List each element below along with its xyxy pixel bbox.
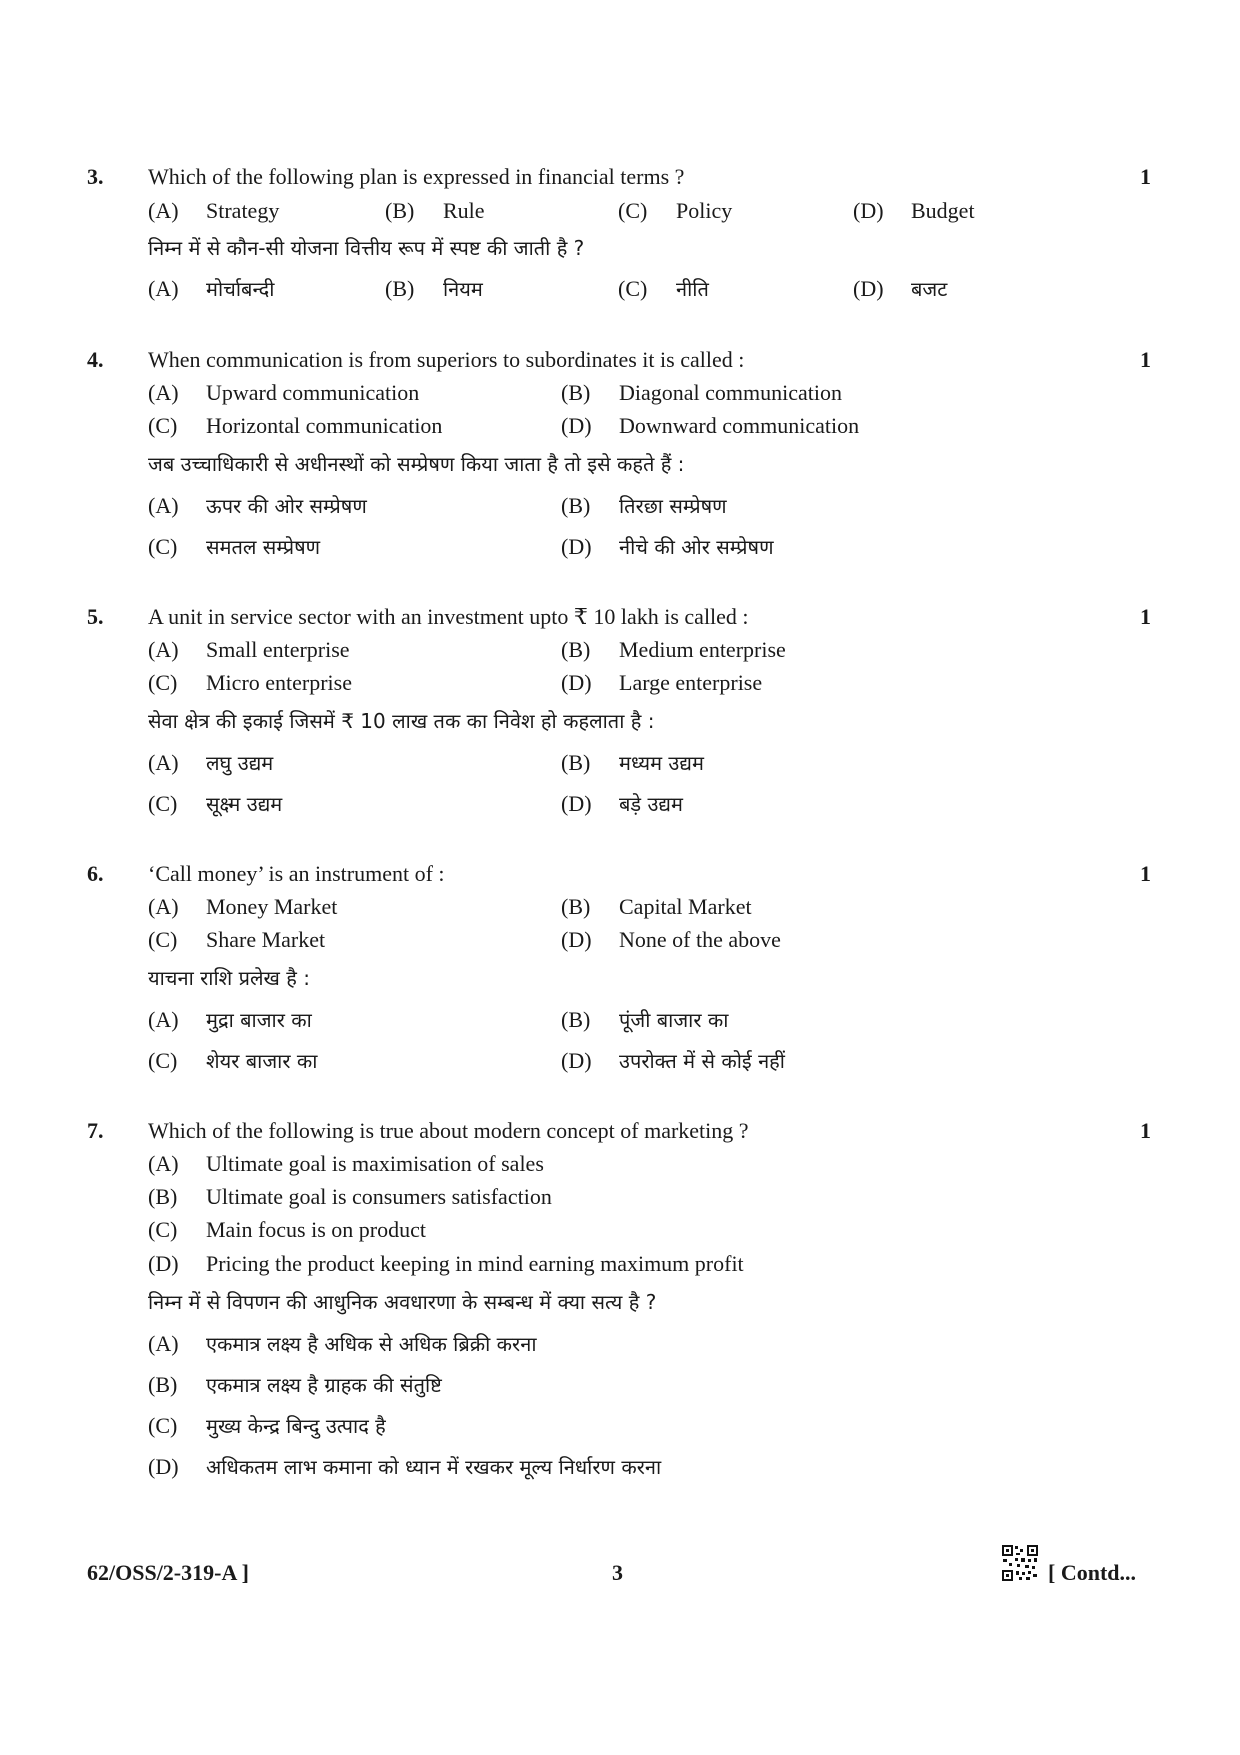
option-d <box>561 413 859 439</box>
option-label: (C) <box>148 1217 178 1242</box>
option-text: Budget <box>911 198 975 223</box>
option-b-hindi <box>385 275 483 302</box>
option-label: (B) <box>385 276 415 301</box>
option-label: (D) <box>853 198 884 223</box>
option-a-hindi <box>148 1006 312 1033</box>
option-label: (B) <box>561 894 591 919</box>
option-c-hindi <box>148 790 282 817</box>
option-d-hindi <box>853 275 947 302</box>
option-c <box>148 927 325 953</box>
option-d <box>148 1251 744 1277</box>
option-b-hindi <box>561 492 727 519</box>
option-label: (A) <box>148 198 179 223</box>
question-text: ‘Call money’ is an instrument of : <box>148 861 445 886</box>
option-c <box>148 1217 426 1243</box>
option-a <box>148 894 337 920</box>
question-text: A unit in service sector with an investment upto ₹ 10 lakh is called : <box>148 604 749 629</box>
option-text: Large enterprise <box>619 670 763 695</box>
option-c-hindi <box>148 1412 386 1439</box>
option-d <box>561 927 781 953</box>
option-label: (A) <box>148 894 179 919</box>
option-label: (D) <box>561 791 592 816</box>
option-label: (B) <box>148 1372 178 1397</box>
option-text: मध्यम उद्यम <box>619 751 704 775</box>
option-text: मुद्रा बाजार का <box>206 1008 312 1032</box>
option-c <box>148 413 442 439</box>
option-text: Ultimate goal is consumers satisfaction <box>206 1184 552 1209</box>
option-d-hindi <box>561 790 683 817</box>
question-marks: 1 <box>1140 604 1151 629</box>
question-text-hindi: सेवा क्षेत्र की इकाई जिसमें ₹ 10 लाख तक का निवेश हो कहलाता है : <box>148 709 655 733</box>
option-c-hindi <box>618 275 709 302</box>
option-a <box>148 198 279 224</box>
option-c-hindi <box>148 533 320 560</box>
option-text: ऊपर की ओर सम्प्रेषण <box>206 494 367 518</box>
option-label: (C) <box>148 1048 178 1073</box>
question-text: Which of the following plan is expressed in financial terms ? <box>148 164 685 189</box>
option-a-hindi <box>148 275 274 302</box>
question-marks: 1 <box>1140 347 1151 372</box>
option-b-hindi <box>148 1371 442 1398</box>
page-number: 3 <box>612 1560 623 1585</box>
option-d <box>561 670 762 696</box>
option-text: लघु उद्यम <box>206 751 274 775</box>
continued-label: [ Contd... <box>1048 1560 1137 1585</box>
question-text: Which of the following is true about modern concept of marketing ? <box>148 1118 749 1143</box>
option-text: नीति <box>676 277 709 301</box>
option-label: (A) <box>148 1331 179 1356</box>
option-text: बजट <box>911 277 948 301</box>
option-a-hindi <box>148 749 273 776</box>
option-b <box>148 1184 552 1210</box>
option-a-hindi <box>148 492 367 519</box>
option-text: तिरछा सम्प्रेषण <box>619 494 727 518</box>
option-d-hindi <box>148 1453 661 1480</box>
option-label: (D) <box>148 1251 179 1276</box>
option-label: (A) <box>148 750 179 775</box>
option-d <box>853 198 975 224</box>
option-label: (C) <box>148 927 178 952</box>
option-text: मोर्चाबन्दी <box>206 277 275 301</box>
option-text: पूंजी बाजार का <box>619 1008 729 1032</box>
option-label: (C) <box>148 1413 178 1438</box>
option-text: अधिकतम लाभ कमाना को ध्यान में रखकर मूल्य निर्धारण करना <box>206 1455 662 1479</box>
option-b <box>561 894 752 920</box>
option-text: नीचे की ओर सम्प्रेषण <box>619 535 774 559</box>
option-a-hindi <box>148 1330 537 1357</box>
option-text: Main focus is on product <box>206 1217 426 1242</box>
option-label: (C) <box>148 413 178 438</box>
option-c <box>618 198 732 224</box>
option-label: (D) <box>853 276 884 301</box>
option-text: Policy <box>676 198 733 223</box>
option-label: (B) <box>561 750 591 775</box>
option-label: (A) <box>148 380 179 405</box>
option-text: None of the above <box>619 927 781 952</box>
option-text: नियम <box>443 277 483 301</box>
option-text: एकमात्र लक्ष्य है अधिक से अधिक ब्रिक्री करना <box>206 1332 537 1356</box>
option-label: (A) <box>148 276 179 301</box>
option-text: मुख्य केन्द्र बिन्दु उत्पाद है <box>206 1414 386 1438</box>
option-label: (C) <box>148 534 178 559</box>
option-text: सूक्ष्म उद्यम <box>206 792 283 816</box>
option-text: उपरोक्त में से कोई नहीं <box>619 1049 785 1073</box>
option-text: Medium enterprise <box>619 637 786 662</box>
option-label: (C) <box>148 791 178 816</box>
option-text: Micro enterprise <box>206 670 352 695</box>
option-label: (B) <box>385 198 415 223</box>
question-number: 7. <box>87 1118 104 1143</box>
option-label: (B) <box>561 637 591 662</box>
option-b <box>561 380 842 406</box>
option-label: (C) <box>148 670 178 695</box>
option-label: (A) <box>148 637 179 662</box>
option-d-hindi <box>561 533 774 560</box>
option-label: (D) <box>561 1048 592 1073</box>
option-text: समतल सम्प्रेषण <box>206 535 321 559</box>
option-b-hindi <box>561 1006 728 1033</box>
paper-code: 62/OSS/2-319-A ] <box>87 1560 249 1585</box>
option-d-hindi <box>561 1047 785 1074</box>
option-c <box>148 670 352 696</box>
option-label: (A) <box>148 493 179 518</box>
question-text-hindi: जब उच्चाधिकारी से अधीनस्थों को सम्प्रेषण किया जाता है तो इसे कहते हैं : <box>148 452 685 476</box>
question-number: 5. <box>87 604 104 629</box>
option-text: Diagonal communication <box>619 380 842 405</box>
option-label: (A) <box>148 1151 179 1176</box>
option-label: (B) <box>561 493 591 518</box>
option-text: शेयर बाजार का <box>206 1049 318 1073</box>
option-label: (D) <box>561 413 592 438</box>
qr-code-icon <box>1001 1544 1039 1582</box>
question-number: 6. <box>87 861 104 886</box>
option-b <box>385 198 485 224</box>
option-text: Rule <box>443 198 485 223</box>
option-text: Upward communication <box>206 380 420 405</box>
option-text: Share Market <box>206 927 326 952</box>
option-label: (C) <box>618 276 648 301</box>
option-text: Small enterprise <box>206 637 350 662</box>
option-b <box>561 637 786 663</box>
option-text: Downward communication <box>619 413 860 438</box>
option-label: (D) <box>561 670 592 695</box>
option-a <box>148 637 350 663</box>
option-text: Strategy <box>206 198 280 223</box>
option-a <box>148 380 419 406</box>
question-marks: 1 <box>1140 164 1151 189</box>
question-text-hindi: याचना राशि प्रलेख है : <box>148 966 310 990</box>
option-text: Horizontal communication <box>206 413 443 438</box>
option-label: (D) <box>561 927 592 952</box>
question-number: 4. <box>87 347 104 372</box>
option-label: (D) <box>148 1454 179 1479</box>
option-text: एकमात्र लक्ष्य है ग्राहक की संतुष्टि <box>206 1373 442 1397</box>
option-text: Money Market <box>206 894 338 919</box>
question-marks: 1 <box>1140 1118 1151 1143</box>
option-b-hindi <box>561 749 704 776</box>
option-label: (B) <box>561 1007 591 1032</box>
option-label: (B) <box>561 380 591 405</box>
option-label: (A) <box>148 1007 179 1032</box>
option-a <box>148 1151 544 1177</box>
option-label: (C) <box>618 198 648 223</box>
option-text: Ultimate goal is maximisation of sales <box>206 1151 544 1176</box>
option-label: (D) <box>561 534 592 559</box>
option-label: (B) <box>148 1184 178 1209</box>
option-c-hindi <box>148 1047 317 1074</box>
option-text: Capital Market <box>619 894 752 919</box>
question-text-hindi: निम्न में से कौन-सी योजना वित्तीय रूप में स्पष्ट की जाती है ? <box>148 236 585 260</box>
question-number: 3. <box>87 164 104 189</box>
option-text: Pricing the product keeping in mind earning maximum profit <box>206 1251 744 1276</box>
option-text: बड़े उद्यम <box>619 792 683 816</box>
question-marks: 1 <box>1140 861 1151 886</box>
question-text: When communication is from superiors to subordinates it is called : <box>148 347 745 372</box>
question-text-hindi: निम्न में से विपणन की आधुनिक अवधारणा के सम्बन्ध में क्या सत्य है ? <box>148 1290 657 1314</box>
